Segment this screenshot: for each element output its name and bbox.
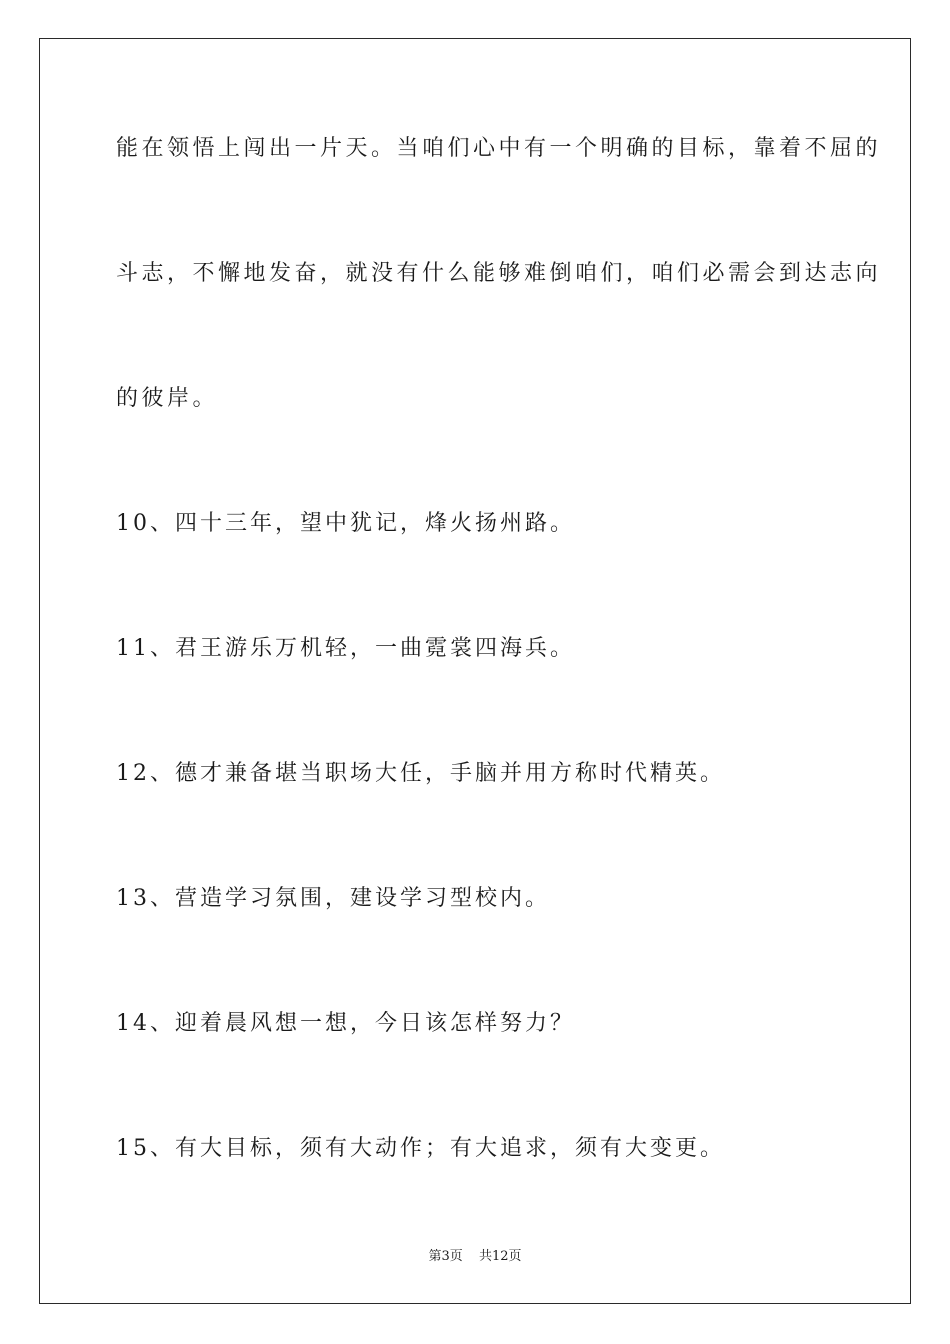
page-total: 共12页	[478, 1249, 522, 1264]
body-line: 能在领悟上闯出一片天。当咱们心中有一个明确的目标，靠着不屈的	[116, 136, 882, 161]
list-item: 10、四十三年，望中犹记，烽火扬州路。	[116, 511, 575, 536]
page-footer	[0, 1248, 950, 1266]
list-item: 12、德才兼备堪当职场大任，手脑并用方称时代精英。	[116, 761, 725, 786]
list-item: 15、有大目标，须有大动作；有大追求，须有大变更。	[116, 1136, 725, 1161]
list-item: 14、迎着晨风想一想，今日该怎样努力？	[116, 1011, 575, 1036]
body-line: 的彼岸。	[116, 386, 219, 411]
body-line: 斗志，不懈地发奋，就没有什么能够难倒咱们，咱们必需会到达志向	[116, 261, 882, 286]
list-item: 11、君王游乐万机轻，一曲霓裳四海兵。	[116, 636, 575, 661]
page-number: 第3页	[428, 1249, 463, 1264]
page-border	[39, 38, 911, 1304]
list-item: 13、营造学习氛围，建设学习型校内。	[116, 886, 550, 911]
